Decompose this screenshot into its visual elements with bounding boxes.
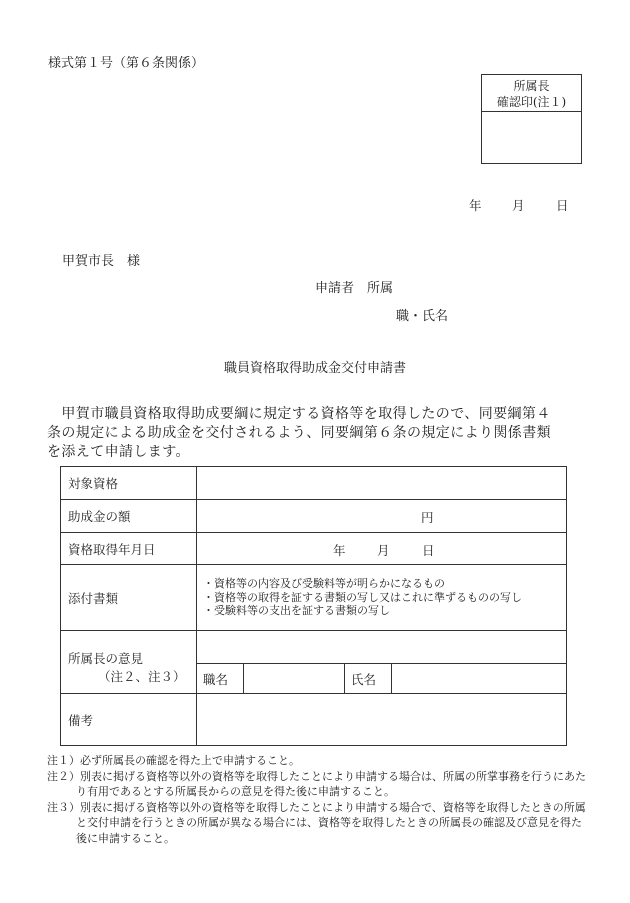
position-label: 職名 <box>197 664 244 693</box>
attachment-item: ・受験料等の支出を証する書類の写し <box>203 604 390 618</box>
supervisor-signature-row <box>197 664 567 694</box>
table-row <box>61 467 567 500</box>
supervisor-position-field[interactable] <box>244 664 345 693</box>
form-number: 様式第１号（第６条関係） <box>48 56 205 71</box>
supervisor-stamp-box[interactable] <box>481 74 582 164</box>
supervisor-opinion-label <box>61 631 197 694</box>
table-row <box>61 500 567 533</box>
acquisition-date-field[interactable] <box>197 533 567 565</box>
table-row <box>61 565 567 631</box>
statement-line: 条の規定による助成金を交付されるよう、同要綱第６条の規定により関係書類 <box>47 425 551 441</box>
table-row <box>61 631 567 664</box>
remarks-label: 備考 <box>61 694 197 746</box>
attachment-item: ・資格等の取得を証する書類の写し又はこれに準ずるものの写し <box>203 590 522 604</box>
remarks-field[interactable] <box>197 694 567 746</box>
qualification-label: 対象資格 <box>61 467 197 500</box>
date-month-label: 月 <box>512 198 525 213</box>
table-row <box>61 533 567 565</box>
table-row <box>61 694 567 746</box>
amount-label: 助成金の額 <box>61 500 197 533</box>
notes-section <box>47 753 587 846</box>
statement-line: を添えて申請します。 <box>47 444 190 460</box>
document-title: 職員資格取得助成金交付申請書 <box>223 361 406 376</box>
statement-line: 甲賀市職員資格取得助成要綱に規定する資格等を取得したので、同要綱第４ <box>47 406 551 422</box>
amount-unit: 円 <box>421 510 434 525</box>
name-label: 氏名 <box>345 664 392 693</box>
attachments-list <box>197 565 567 631</box>
acq-day-label: 日 <box>422 543 435 558</box>
applicant-position-name-label: 職・氏名 <box>396 309 449 324</box>
stamp-box-header <box>482 75 581 112</box>
opinion-label-text: 所属長の意見 <box>68 651 144 666</box>
acq-year-label: 年 <box>333 543 346 558</box>
acquisition-date-label: 資格取得年月日 <box>61 533 197 565</box>
date-year-label: 年 <box>469 198 482 213</box>
attachment-item: ・資格等の内容及び受験料等が明らかになるもの <box>203 577 445 591</box>
amount-field[interactable] <box>197 500 567 533</box>
application-table <box>60 466 567 746</box>
supervisor-name-field[interactable] <box>392 664 567 693</box>
stamp-box-note: 確認印(注１) <box>496 95 567 109</box>
note-item: 注２）別表に掲げる資格等以外の資格等を取得したことにより申請する場合は、所属の所掌事務を行うにあたり有用であるとする所属長からの意見を得た後に申請すること。 <box>47 769 586 798</box>
qualification-field[interactable] <box>197 467 567 500</box>
opinion-label-note: （注２、注３） <box>98 669 186 684</box>
note-item: 注３）別表に掲げる資格等以外の資格等を取得したことにより申請する場合で、資格等を取得したときの所属と交付申請を行うときの所属が異なる場合には、資格等を取得したときの所属長の確認及び意見を得た後に申請すること。 <box>47 800 586 845</box>
note-item: 注１）必ず所属長の確認を得た上で申請すること。 <box>47 754 300 767</box>
applicant-affiliation-label: 申請者 所属 <box>315 281 394 296</box>
date-day-label: 日 <box>556 198 569 213</box>
application-statement <box>47 405 587 462</box>
acq-month-label: 月 <box>377 543 390 558</box>
addressee: 甲賀市長 様 <box>62 254 141 269</box>
attachments-label: 添付書類 <box>61 565 197 631</box>
signature-subtable <box>197 664 566 693</box>
stamp-box-title: 所属長 <box>513 79 550 93</box>
supervisor-opinion-field[interactable] <box>197 631 567 664</box>
